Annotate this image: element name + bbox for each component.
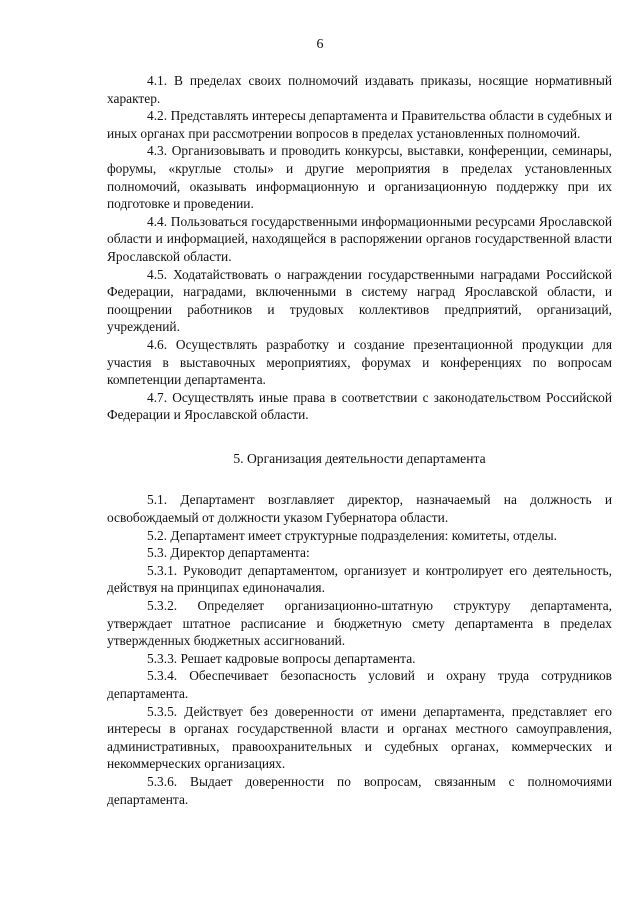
page-number: 6	[316, 37, 324, 52]
clause-4-3: 4.3. Организовывать и проводить конкурсы, выставки, конференции, семинары, форумы, «круглые столы» и другие мероприятия в пределах установленных полномочий, оказывать информационную и организационную поддержку при их подготовке и проведении.	[107, 143, 612, 212]
clause-4-6: 4.6. Осуществлять разработку и создание презентационной продукции для участия в выставочных мероприятиях, форумах и конференциях по вопросам компетенции департамента.	[107, 336, 612, 388]
clause-5-3-5: 5.3.5. Действует без доверенности от имени департамента, представляет его интересы в органах государственной власти и органах местного самоуправления, административных, правоохранительных и судебных органах, коммерческих и некоммерческих организациях.	[107, 703, 612, 772]
clause-5-3-3: 5.3.3. Решает кадровые вопросы департамента.	[147, 650, 416, 666]
clause-4-4: 4.4. Пользоваться государственными информационными ресурсами Ярославской области и информацией, находящейся в распоряжении органов государственной власти Ярославской области.	[107, 213, 612, 264]
section-5-heading: 5. Организация деятельности департамента	[233, 450, 486, 466]
clause-5-1: 5.1. Департамент возглавляет директор, назначаемый на должность и освобождаемый от должности указом Губернатора области.	[107, 492, 612, 526]
clause-4-2: 4.2. Представлять интересы департамента и Правительства области в судебных и иных органах при рассмотрении вопросов в пределах установленных полномочий.	[107, 108, 612, 141]
clause-5-3-4: 5.3.4. Обеспечивает безопасность условий и охрану труда сотрудников департамента.	[107, 668, 612, 701]
document-body	[107, 72, 612, 808]
clause-5-2: 5.2. Департамент имеет структурные подразделения: комитеты, отделы.	[147, 527, 557, 543]
clause-4-5: 4.5. Ходатайствовать о награждении государственными наградами Российской Федерации, наградами, включенными в систему наград Ярославской области, и поощрении работников и трудовых коллективов предприятий, организаций, учреждений.	[107, 266, 612, 335]
clause-5-3-2: 5.3.2. Определяет организационно-штатную структуру департамента, утверждает штатное расписание и бюджетную смету департамента в пределах утвержденных бюджетных ассигнований.	[107, 598, 612, 649]
section-5-list	[107, 491, 612, 808]
clause-5-3-6: 5.3.6. Выдает доверенности по вопросам, связанным с полномочиями департамента.	[107, 773, 612, 807]
clause-5-3: 5.3. Директор департамента:	[147, 545, 310, 561]
clause-4-7: 4.7. Осуществлять иные права в соответствии с законодательством Российской Федерации и Ярославской области.	[107, 389, 612, 423]
clause-4-1: 4.1. В пределах своих полномочий издавать приказы, носящие нормативный характер.	[107, 73, 612, 106]
clause-5-3-1: 5.3.1. Руководит департаментом, организует и контролирует его деятельность, действуя на принципах единоначалия.	[107, 562, 612, 596]
section-4-list	[107, 72, 612, 424]
